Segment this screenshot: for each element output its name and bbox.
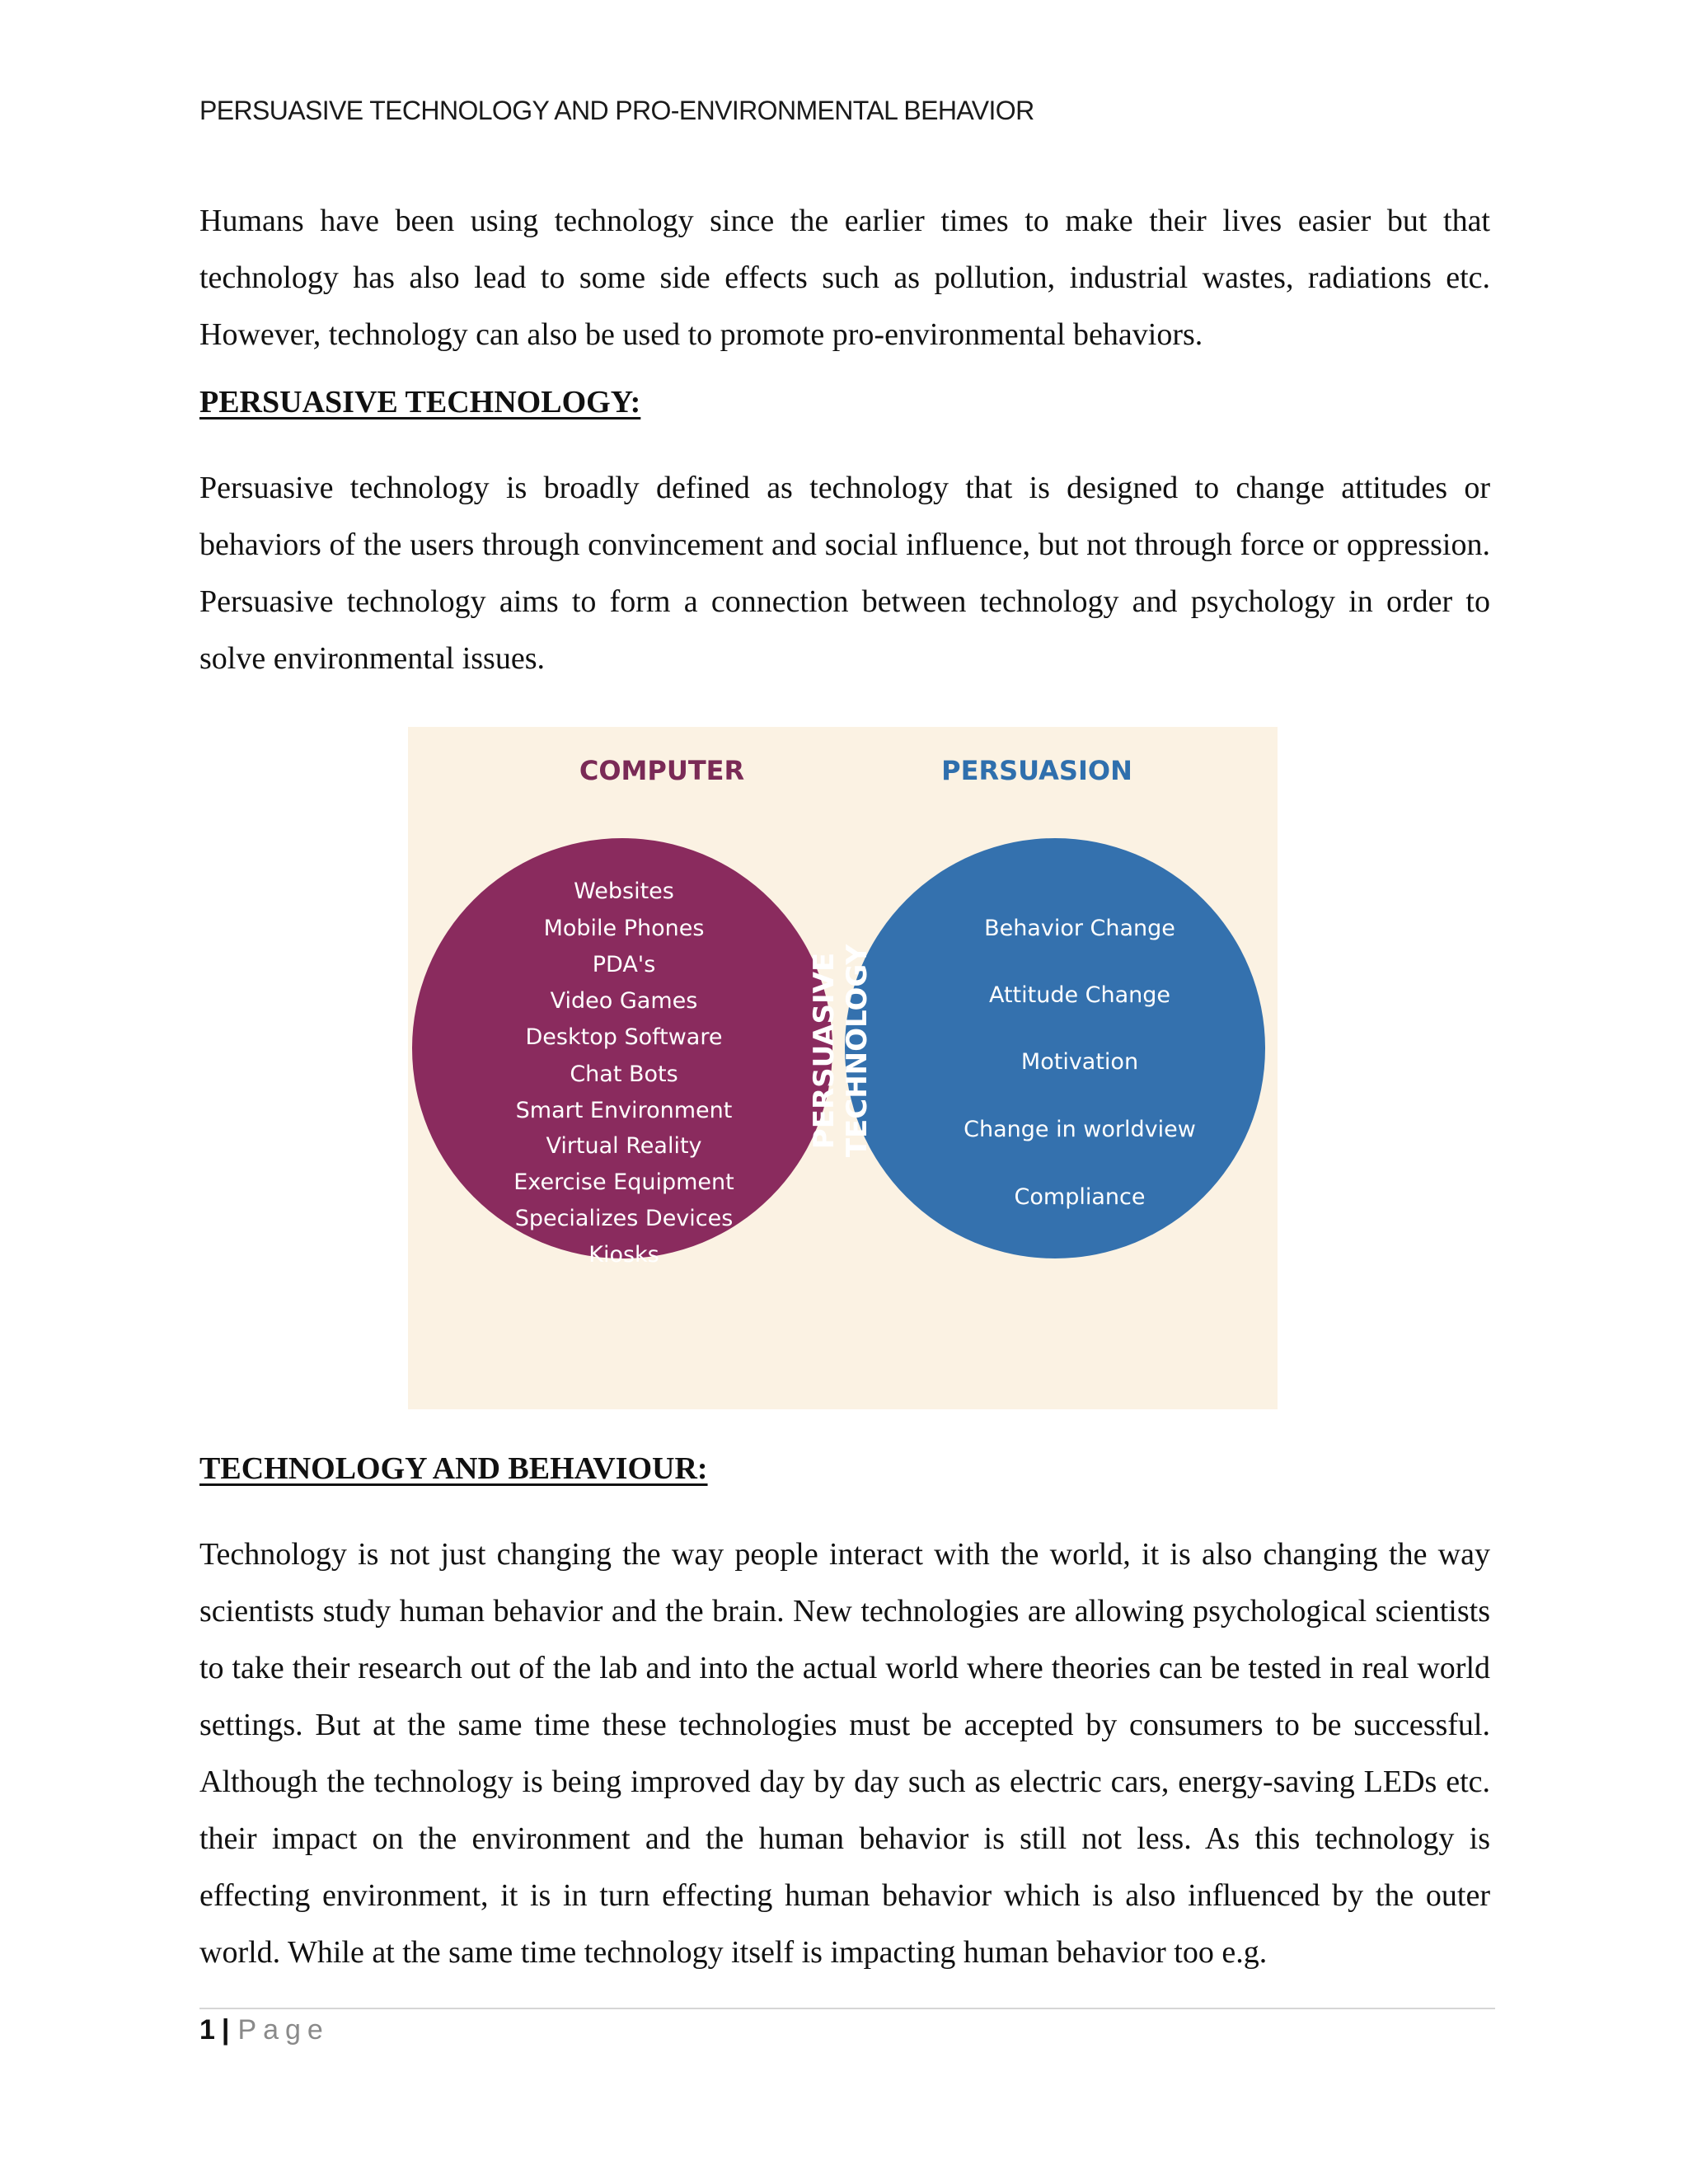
computer-item: Virtual Reality: [546, 1133, 702, 1159]
intro-paragraph: Humans have been using technology since the earlier times to make their lives easier but that technology has also lead to some side effects such as pollution, industrial wastes, radiations etc. However, technology can also be used to promote pro-environmental behaviors.: [199, 204, 1490, 352]
computer-item: PDA's: [592, 952, 656, 977]
section-heading-persuasive-technology: PERSUASIVE TECHNOLOGY:: [199, 385, 641, 419]
computer-item: Mobile Phones: [543, 916, 705, 941]
center-label-persuasive: PERSUASIVE: [808, 952, 841, 1150]
persuasion-label: PERSUASION: [941, 755, 1132, 786]
computer-item: Exercise Equipment: [513, 1169, 734, 1195]
computer-item: Chat Bots: [570, 1062, 678, 1087]
computer-item: Websites: [574, 879, 674, 904]
center-label-group: [808, 944, 874, 1157]
persuasion-item: Compliance: [1014, 1184, 1146, 1210]
computer-item: Video Games: [550, 988, 698, 1014]
computer-item: Desktop Software: [525, 1024, 723, 1050]
page-footer: [199, 2014, 330, 2046]
section-heading-technology-and-behaviour: TECHNOLOGY AND BEHAVIOUR:: [199, 1451, 708, 1486]
page-label: Page: [237, 2014, 330, 2046]
footer-separator: |: [221, 2014, 230, 2046]
venn-diagram: [408, 727, 1278, 1409]
persuasion-item: Motivation: [1020, 1049, 1139, 1075]
venn-diagram-figure: [408, 727, 1278, 1409]
footer-divider: [199, 2008, 1495, 2009]
page-number: 1: [199, 2014, 215, 2046]
computer-label: COMPUTER: [579, 755, 745, 786]
persuasion-item: Change in worldview: [964, 1117, 1196, 1142]
persuasive-technology-paragraph: Persuasive technology is broadly defined as technology that is designed to change attitudes or behaviors of the users through convincement and social influence, but not through force or oppression. Persuasive technology aims to form a connection between technology and psychology in order to solve environmental issues.: [199, 471, 1490, 676]
running-header: PERSUASIVE TECHNOLOGY AND PRO-ENVIRONMENTAL BEHAVIOR: [199, 96, 1034, 125]
computer-item: Smart Environment: [515, 1098, 733, 1123]
persuasion-item: Behavior Change: [984, 916, 1175, 941]
computer-item: Kiosks: [588, 1242, 659, 1268]
center-label-technology: TECHNOLOGY: [841, 944, 874, 1158]
technology-and-behaviour-paragraph: Technology is not just changing the way people interact with the world, it is also changing the way scientists study human behavior and the brain. New technologies are allowing psychological scientists to take their research out of the lab and into the actual world where theories can be tested in real world settings. But at the same time these technologies must be accepted by consumers to be successful. Although the technology is being improved day by day such as electric cars, energy-saving LEDs etc. their impact on the environment and the human behavior is still not less. As this technology is effecting environment, it is in turn effecting human behavior which is also influenced by the outer world. While at the same time technology itself is impacting human behavior too e.g.: [199, 1537, 1490, 1970]
persuasion-item: Attitude Change: [988, 982, 1171, 1008]
computer-item: Specializes Devices: [514, 1206, 734, 1231]
